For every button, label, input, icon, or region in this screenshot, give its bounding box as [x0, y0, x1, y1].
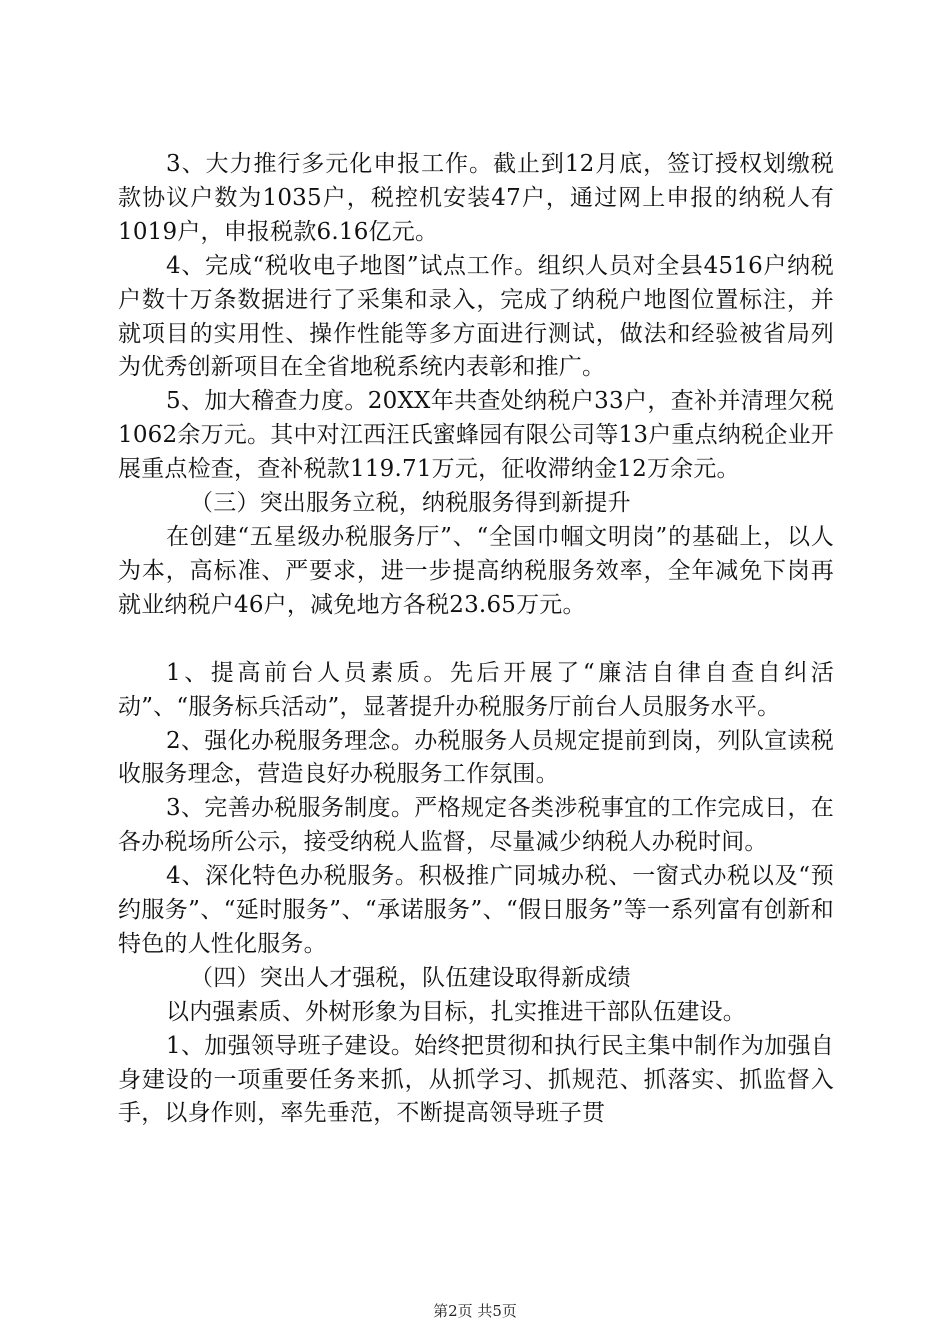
paragraph-leadership: 1、加强领导班子建设。始终把贯彻和执行民主集中制作为加强自身建设的一项重要任务来抓，从抓学习、抓规范、抓落实、抓监督入手，以身作则，率先垂范，不断提高领导班子贯 — [118, 1032, 834, 1127]
document-body — [118, 148, 834, 1131]
section-heading-service: （三）突出服务立税，纳税服务得到新提升 — [190, 490, 631, 517]
paragraph-service-system: 3、完善办税服务制度。严格规定各类涉税事宜的工作完成日，在各办税场所公示，接受纳税人监督，尽量减少纳税人办税时间。 — [118, 795, 834, 856]
section-heading-team: （四）突出人才强税，队伍建设取得新成绩 — [190, 964, 631, 991]
paragraph-featured-service: 4、深化特色办税服务。积极推广同城办税、一窗式办税以及“预约服务”、“延时服务”、“承诺服务”、“假日服务”等一系列富有创新和特色的人性化服务。 — [118, 863, 834, 957]
paragraph-service-intro: 在创建“五星级办税服务厅”、“全国巾帼文明岗”的基础上，以人为本，高标准、严要求，进一步提高纳税服务效率，全年减免下岗再就业纳税户46户，减免地方各税23.65万元。 — [118, 523, 834, 618]
paragraph-staff-quality: 1、提高前台人员素质。先后开展了“廉洁自律自查自纠活动”、“服务标兵活动”，显著提升办税服务厅前台人员服务水平。 — [118, 659, 834, 720]
paragraph-service-concept: 2、强化办税服务理念。办税服务人员规定提前到岗，列队宣读税收服务理念，营造良好办税服务工作氛围。 — [118, 727, 834, 788]
paragraph-tax-e-map: 4、完成“税收电子地图”试点工作。组织人员对全县4516户纳税户数十万条数据进行了采集和录入，完成了纳税户地图位置标注，并就项目的实用性、操作性能等多方面进行测试，做法和经验被省局列为优秀创新项目在全省地税系统内表彰和推广。 — [118, 252, 834, 381]
paragraph-inspection: 5、加大稽查力度。20XX年共查处纳税户33户，查补并清理欠税1062余万元。其中对江西汪氏蜜蜂园有限公司等13户重点纳税企业开展重点检查，查补税款119.71万元，征收滞纳金12万余元。 — [118, 388, 834, 483]
blank-line — [118, 623, 834, 657]
page-number: 第2页 共5页 — [433, 1302, 517, 1320]
paragraph-team-intro: 以内强素质、外树形象为目标，扎实推进干部队伍建设。 — [166, 998, 746, 1025]
paragraph-multichannel-filing: 3、大力推行多元化申报工作。截止到12月底，签订授权划缴税款协议户数为1035户，税控机安装47户，通过网上申报的纳税人有1019户，申报税款6.16亿元。 — [118, 151, 834, 245]
